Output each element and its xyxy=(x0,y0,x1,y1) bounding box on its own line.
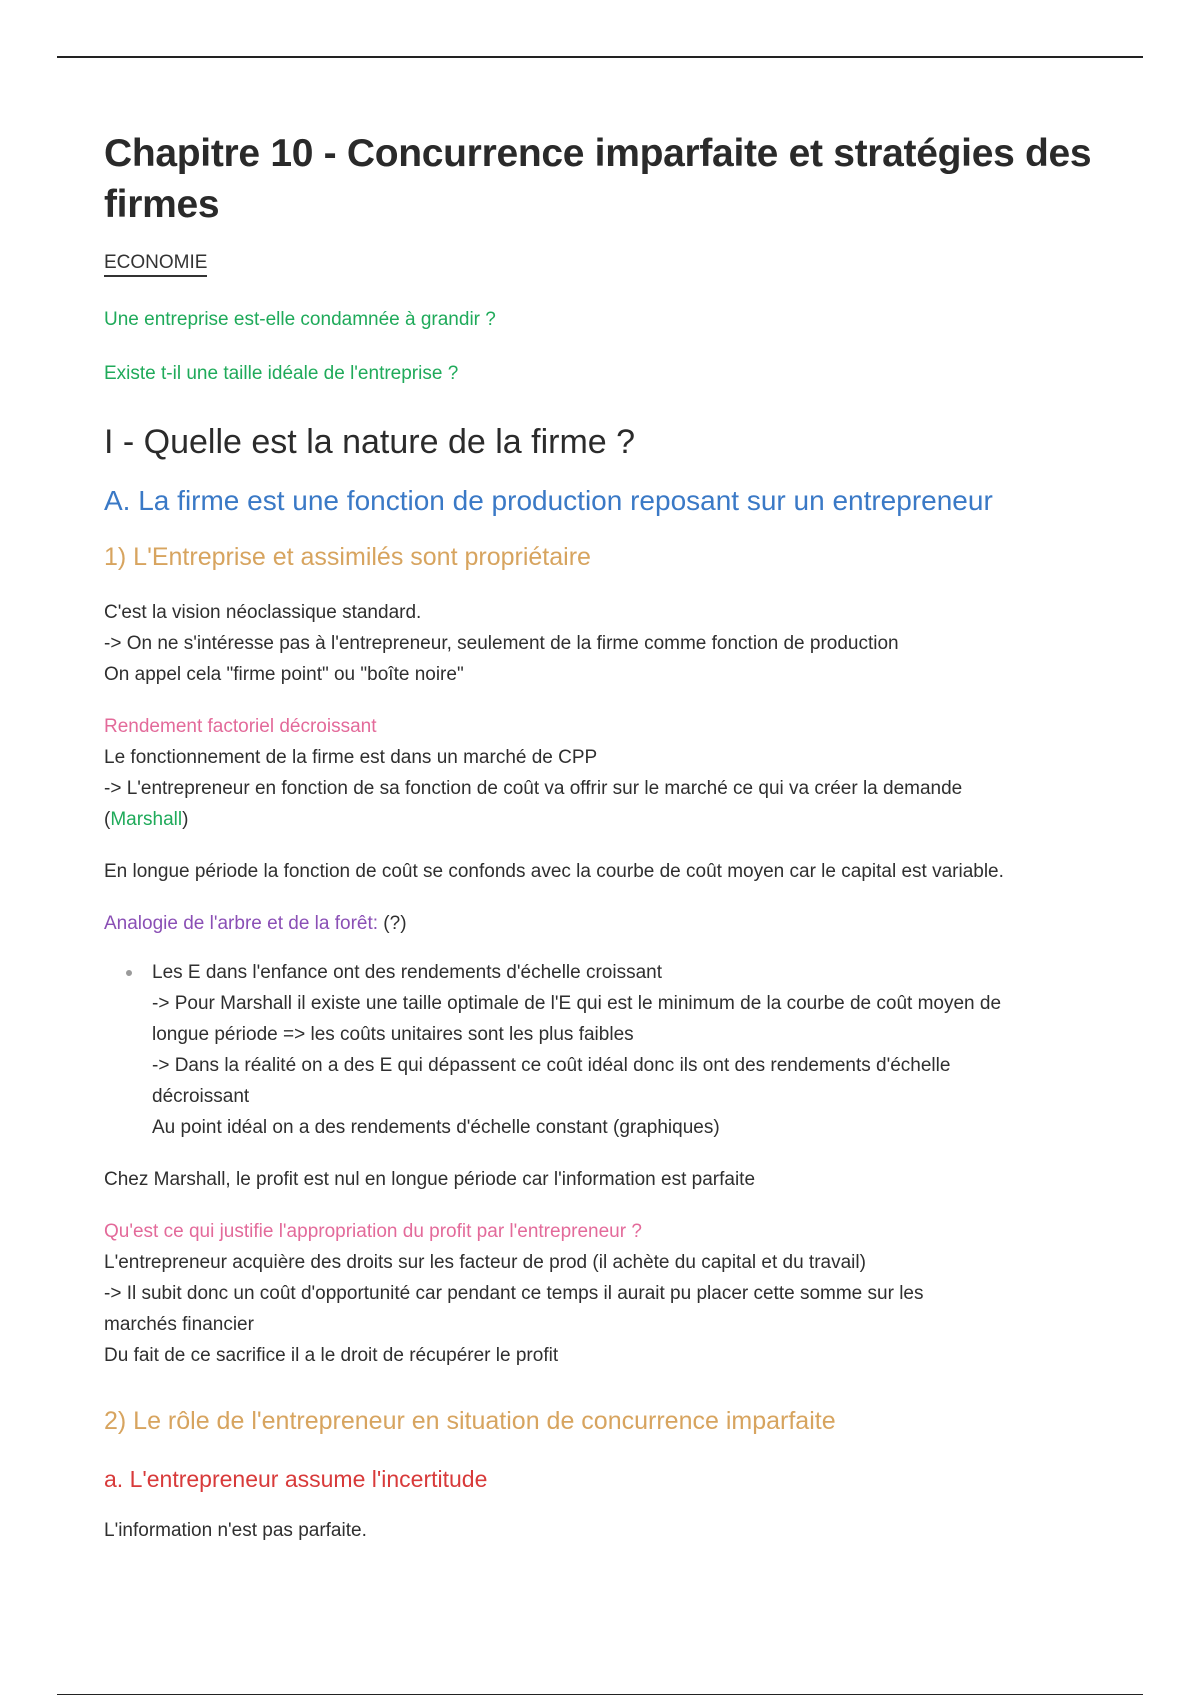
paragraph-rendement xyxy=(104,711,1104,835)
text-line: Au point idéal on a des rendements d'échelle constant (graphiques) xyxy=(152,1117,720,1138)
paragraph-profit-nul: Chez Marshall, le profit est nul en longue période car l'information est parfaite xyxy=(104,1169,756,1190)
page-title: Chapitre 10 - Concurrence imparfaite et stratégies des firmes xyxy=(104,132,1092,226)
part-1-heading: I - Quelle est la nature de la firme ? xyxy=(104,423,636,461)
top-rule xyxy=(57,56,1143,58)
question-1: Une entreprise est-elle condamnée à grandir ? xyxy=(104,309,496,330)
paragraph-profit-question xyxy=(104,1216,1104,1371)
question-2: Existe t-il une taille idéale de l'entreprise ? xyxy=(104,363,459,384)
rendement-label: Rendement factoriel décroissant xyxy=(104,716,377,737)
section-a-heading: A. La firme est une fonction de production reposant sur un entrepreneur xyxy=(104,485,993,516)
text-line: -> Dans la réalité on a des E qui dépassent ce coût idéal donc ils ont des rendements d'échelle xyxy=(152,1055,951,1076)
text-line: Du fait de ce sacrifice il a le droit de récupérer le profit xyxy=(104,1345,559,1366)
analogy-line xyxy=(104,908,1104,939)
paragraph-neoclassic xyxy=(104,597,1104,690)
document-body xyxy=(104,128,1104,1546)
bottom-rule xyxy=(57,1694,1143,1695)
subsection-1-heading: 1) L'Entreprise et assimilés sont propriétaire xyxy=(104,543,591,571)
subsection-2-heading: 2) Le rôle de l'entrepreneur en situation de concurrence imparfaite xyxy=(104,1407,836,1435)
bullet-dot xyxy=(126,970,132,976)
text-line: -> L'entrepreneur en fonction de sa fonction de coût va offrir sur le marché ce qui va créer la demande xyxy=(104,778,963,799)
text-line: Le fonctionnement de la firme est dans un marché de CPP xyxy=(104,747,598,768)
profit-question: Qu'est ce qui justifie l'appropriation du profit par l'entrepreneur ? xyxy=(104,1221,642,1242)
analogy-suffix: (?) xyxy=(378,913,407,934)
category-tag: ECONOMIE xyxy=(104,252,207,277)
list-item xyxy=(152,957,1104,1143)
text-line: -> On ne s'intéresse pas à l'entrepreneur, seulement de la firme comme fonction de production xyxy=(104,633,899,654)
text-line: Les E dans l'enfance ont des rendements d'échelle croissant xyxy=(152,962,663,983)
text-line: longue période => les coûts unitaires sont les plus faibles xyxy=(152,1024,634,1045)
text-line: On appel cela "firme point" ou "boîte noire" xyxy=(104,664,464,685)
analogy-label: Analogie de l'arbre et de la forêt: xyxy=(104,913,379,934)
paragraph-information: L'information n'est pas parfaite. xyxy=(104,1520,367,1541)
paragraph-longue-periode: En longue période la fonction de coût se confonds avec la courbe de coût moyen car le capital est variable. xyxy=(104,861,1004,882)
text-line: -> Il subit donc un coût d'opportunité car pendant ce temps il aurait pu placer cette somme sur les xyxy=(104,1283,924,1304)
text-line: -> Pour Marshall il existe une taille optimale de l'E qui est le minimum de la courbe de coût moyen de xyxy=(152,993,1002,1014)
text-line: C'est la vision néoclassique standard. xyxy=(104,602,422,623)
bullet-list xyxy=(104,957,1104,1143)
text-line: marchés financier xyxy=(104,1314,254,1335)
marshall-reference: (Marshall) xyxy=(104,809,189,830)
text-line: L'entrepreneur acquière des droits sur les facteur de prod (il achète du capital et du travail) xyxy=(104,1252,866,1273)
marshall-name: Marshall xyxy=(110,809,183,830)
subsection-a-heading: a. L'entrepreneur assume l'incertitude xyxy=(104,1466,488,1492)
text-line: décroissant xyxy=(152,1086,250,1107)
